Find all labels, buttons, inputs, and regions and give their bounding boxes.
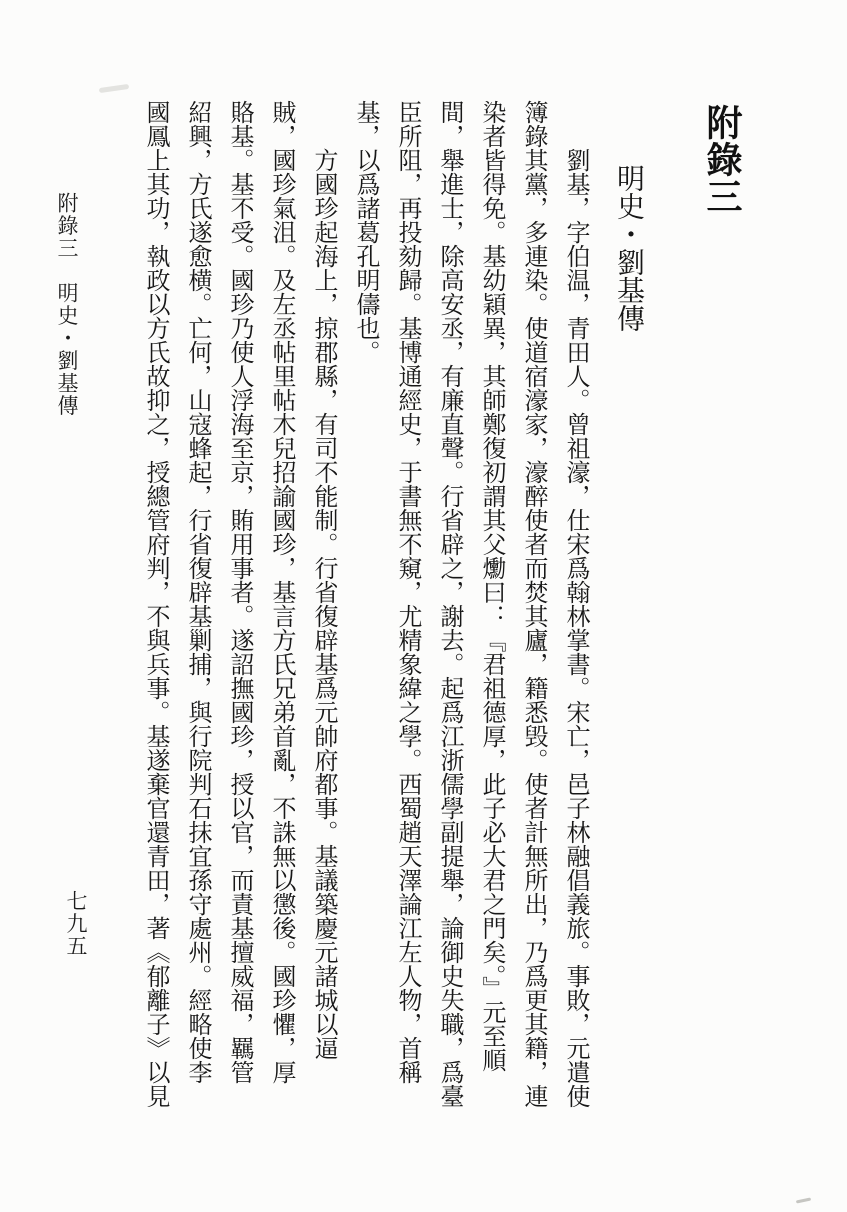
text-column: 國鳳上其功，執政以方氏故抑之，授總管府判，不與兵事。基遂棄官還青田，著《郁離子》以見 — [142, 100, 168, 1108]
text-column: 基，以爲諸葛孔明儔也。 — [352, 100, 378, 364]
text-column: 劉基，字伯温，青田人。曾祖濠，仕宋爲翰林掌書。宋亡，邑子林融倡義旅。事敗，元遣使 — [562, 148, 588, 1108]
section-subtitle: 明史・劉基傳 — [613, 164, 644, 332]
text-column: 間，舉進士，除高安丞，有廉直聲。行省辟之，謝去。起爲江浙儒學副提舉，論御史失職，爲臺 — [436, 100, 462, 1108]
scan-smudge-artifact — [99, 84, 129, 93]
text-column: 方國珍起海上，掠郡縣，有司不能制。行省復辟基爲元帥府都事。基議築慶元諸城以逼 — [310, 148, 336, 1060]
page-title: 附錄三 — [702, 104, 742, 215]
text-column: 臣所阻，再投劾歸。基博通經史，于書無不窺，尤精象緯之學。西蜀趙天澤論江左人物，首稱 — [394, 100, 420, 1084]
page-number: 七九五 — [64, 890, 88, 958]
running-title: 附錄三 明史・劉基傳 — [55, 192, 79, 417]
text-column: 染者皆得免。基幼穎異，其師鄭復初謂其父爋曰：『君祖德厚，此子必大君之門矣。』元至順 — [478, 100, 504, 1072]
body-text-block — [134, 100, 596, 1108]
text-column: 賂基。基不受。國珍乃使人浮海至京，賄用事者。遂詔撫國珍，授以官，而責基擅威福，羈管 — [226, 100, 252, 1084]
text-column: 賊，國珍氣沮。及左丞帖里帖木兒招諭國珍，基言方氏兄弟首亂，不誅無以懲後。國珍懼，厚 — [268, 100, 294, 1084]
text-column: 簿錄其黨，多連染。使道宿濠家，濠醉使者而焚其廬，籍悉毁。使者計無所出，乃爲更其籍，連 — [520, 100, 546, 1108]
text-column: 紹興，方氏遂愈横。亡何，山寇蜂起，行省復辟基剿捕，與行院判石抹宜孫守處州。經略使李 — [184, 100, 210, 1084]
corner-mark-artifact — [796, 1197, 811, 1203]
